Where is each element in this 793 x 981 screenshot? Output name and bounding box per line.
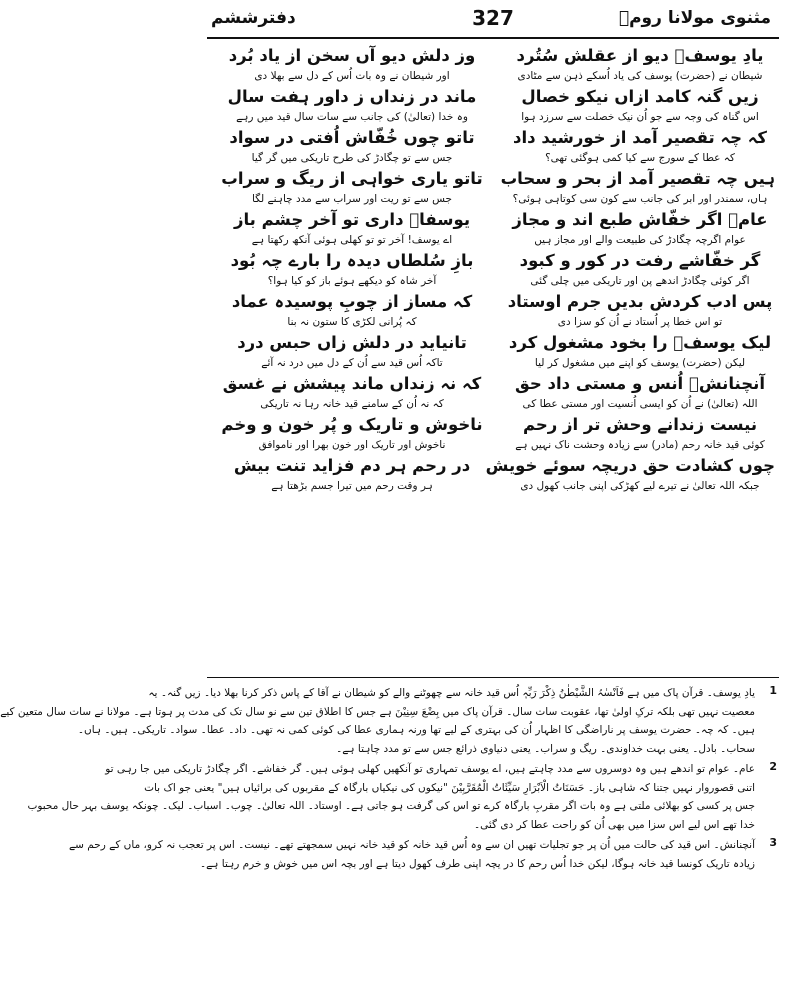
translation-line: وہ خدا (تعالیٰ) کی جانب سے سات سال قید میں رہے [236,111,468,123]
verse-line: گر خفّاشے رفت در کور و کبود [519,251,761,270]
footnote-line: جس پر کسی کو بھلائی ملتی ہے وہ بات اگر مقربِ بارگاہ کرے تو اس کی گرفت ہو جاتی ہے۔ اوستاد۔ اللہ تعالیٰ۔ چوب۔ اسباب۔ لیک۔ چونکہ یوسف بہر حال محبوب [27,800,755,812]
footnote-line: یادِ یوسف۔ قرآن پاک میں ہے فَاَنْسٰہُ الشَّیْطٰنُ ذِکْرَ رَبِّہٖ اُس قید خانہ سے چھوٹنے والے کو شیطان نے آقا کے پاس ذکر کرنا بھلا دیا۔ زیں گنہ۔ یہ [148,687,755,699]
translation-line: اور شیطان نے وہ بات اُس کے دل سے بھلا دی [254,70,450,82]
translation-line: عوام اگرچہ چگادڑ کی طبیعت والے اور مجاز ہیں [534,234,746,246]
translation-line: کوئی قید خانہ رحم (مادر) سے زیادہ وحشت ناک نہیں ہے [515,439,765,451]
footnote-marker: 1 [769,684,777,697]
translation-line: جس سے تو چگادڑ کی طرح تاریکی میں گر گیا [251,152,453,164]
footnotes [0,684,779,974]
verse-line: در رحم ہر دم فزاید تنت بیش [233,456,471,475]
verse-line: کہ چہ تقصیر آمد از خورشید داد [513,128,767,147]
footnote-marker: 3 [769,836,777,849]
footnote-separator [207,677,779,678]
translation-line: اے یوسف! آخر تو تو کھلی ہوئی آنکھ رکھتا ہے [251,234,453,246]
header-rule [207,37,779,39]
verse-line: لیک یوسفؑ را بخود مشغول کرد [508,333,772,352]
verse-line: تاتو یاری خواہی از ریگ و سراب [221,169,483,188]
translation-line: شیطان نے (حضرت) یوسف کی یاد اُسکے ذہن سے مٹادی [517,70,763,82]
verse-line: تانیاید در دلش زاں حبس درد [237,333,467,352]
translation-line: کہ عطا کے سورج سے کیا کمی ہوگئی تھی؟ [545,152,735,164]
footnote-line: معصیت نہیں تھی بلکہ ترکِ اولیٰ تھا، عقوبت سات سال۔ قرآن پاک میں بِضْعَ سِنِیْنَ ہے جس کا اطلاق تین سے نو سال تک کی مدت پر ہوتا ہے۔ مولانا نے سات سال متعین کیے [0,705,755,718]
footnote-marker: 2 [769,760,777,773]
left-column [217,44,487,670]
footnote-line: عام۔ عوام تو اندھے ہیں وہ دوسروں سے مدد چاہتے ہیں، اے یوسف تمہاری تو آنکھیں کھلی ہوئی ہیں۔ گر خفاشے۔ اگر چگادڑ تاریکی میں جا رہی تو [105,763,755,775]
footnote-line: اتنی قصوروار نہیں جتنا کہ شاہی باز۔ حَسَنَاتُ الْاَبْرَارِ سَیِّئَاتُ الْمُقَرَّبِیْنَ "نیکوں کی نیکیاں بارگاہ کے مقربوں کی برائیاں ہیں" یعنی جو اک بات [144,781,755,794]
running-title-right: مثنوی مولانا رومؒ [618,8,771,28]
verse-line: تاتو چوں خُفّاش اُفتی در سواد [229,128,475,147]
translation-line: کہ نہ اُن کے سامنے قید خانہ رہا نہ تاریکی [260,398,444,410]
verse-line: ہیں چہ تقصیر آمد از بحر و سحاب [500,169,775,188]
translation-line: ہر وقت رحم میں تیرا جسم بڑھتا ہے [271,480,433,492]
translation-line: کہ پُرانی لکڑی کا ستون نہ بنا [287,316,417,328]
verse-line: پس ادب کردش بدیں جرم اوستاد [507,292,773,311]
translation-line: اس گناہ کی وجہ سے جو اُن نیک خصلت سے سرزد ہوا [521,111,759,123]
translation-line: آخر شاہ کو دیکھے ہوئے باز کو کیا ہوا؟ [267,275,437,287]
verse-line: یادِ یوسفؑ دیو از عقلش سُتُرد [516,46,764,65]
verse-line: کہ مساز از چوبِ پوسیدہ عماد [231,292,473,311]
page-number: 327 [472,6,514,30]
footnote-line: آنچنانش۔ اس قید کی حالت میں اُن پر جو تجلیات تھیں ان سے وہ اُس قید خانہ کو قید خانہ نہیں سمجھتے تھے۔ نیست۔ اس پر تعجب نہ کرو، ماں کے رحم سے [69,839,755,851]
translation-line: اگر کوئی چگادڑ اندھے پن اور تاریکی میں چلی گئی [530,275,750,287]
verse-line: کہ نہ زنداں ماند پیشش نے غسق [222,374,482,393]
verse-line: زیں گنہ کامد ازاں نیکو خصال [521,87,759,106]
running-title-left: دفترششم [211,8,296,28]
verse-line: ماند در زنداں ز داور ہفت سال [227,87,477,106]
page-header [207,6,779,34]
right-column [485,44,775,670]
verse-line: بازِ سُلطاں دیدہ را بارے چہ بُود [230,251,474,270]
verse-line: عامؑ اگر خفّاش طبع اند و مجاز [512,210,768,229]
footnote-line: زیادہ تاریک کونسا قید خانہ ہوگا، لیکن خدا اُس رحم کا در یچہ اپنی طرف کھول دیتا ہے اور بچہ اس میں خوش و خرم رہتا ہے۔ [199,857,755,870]
footnote [69,836,779,873]
footnote-line: سحاب۔ بادل۔ یعنی بہت خداوندی۔ ریگ و سراب۔ یعنی دنیاوی ذرائع جس سے تو مدد چاہتا ہے۔ [336,742,755,755]
verse-line: یوسفاؑ داری تو آخر چشم باز [233,210,471,229]
verse-line: وز دلش دیو آں سخن از یاد بُرد [228,46,476,65]
translation-line: لیکن (حضرت) یوسف کو اپنے میں مشغول کر لیا [534,357,746,369]
footnote-line: ہیں۔ کہ چہ۔ حضرت یوسف پر ناراضگی کا اظہار اُن کی بہتری کے لیے تھا ورنہ ہماری عطا کی کوئی کمی نہ تھی۔ داد۔ عطا۔ سواد۔ تاریکی۔ ہیں۔ ہاں۔ [77,724,755,736]
translation-line: اللہ (تعالیٰ) نے اُن کو ایسی اُنسیت اور مستی عطا کی [522,398,758,410]
translation-line: ہاں، سمندر اور ابر کی جانب سے کون سی کوتاہی ہوئی؟ [512,193,768,205]
translation-line: تاکہ اُس قید سے اُن کے دل میں درد نہ آئے [261,357,443,369]
verse-line: چوں کشادت حق دریچہ سوئے خویش [485,456,775,475]
translation-line: جس سے تو ریت اور سراب سے مدد چاہنے لگا [251,193,453,205]
translation-line: تو اس خطا پر اُستاد نے اُن کو سزا دی [557,316,723,328]
translation-line: ناخوش اور تاریک اور خون بھرا اور ناموافق [258,439,446,451]
footnote [0,684,779,758]
footnote [27,760,779,834]
verse-line: آنچنانشؑ اُنس و مستی داد حق [514,374,766,393]
verse-line: نیست زندانے وحش تر از رحم [522,415,758,434]
translation-line: جبکہ اللہ تعالیٰ نے تیرے لیے کھڑکی اپنی جانب کھول دی [520,480,760,492]
footnote-line: خدا تھے اس لیے اس سزا میں بھی اُن کو راحت عطا کر دی گئی۔ [473,818,755,831]
verse-line: ناخوش و تاریک و پُر خون و وخم [221,415,483,434]
